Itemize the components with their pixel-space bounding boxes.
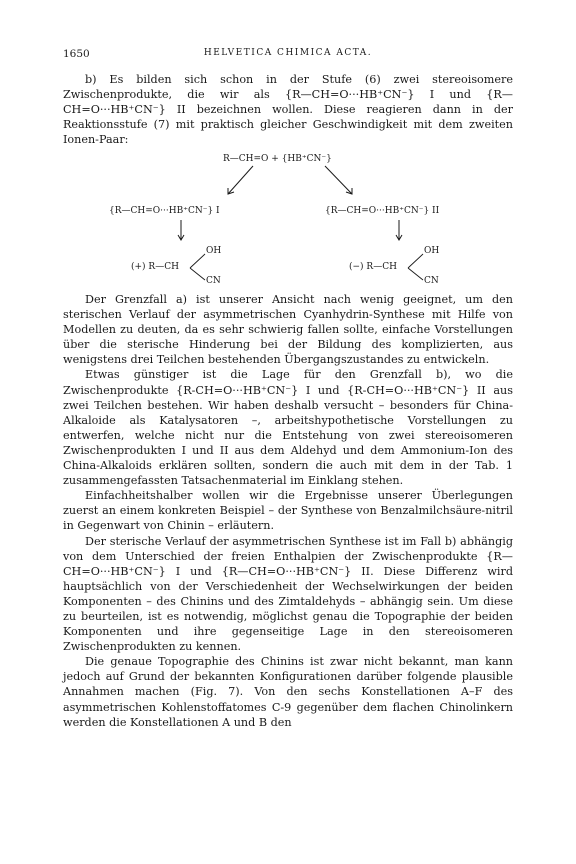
body-text-top: [63, 72, 513, 147]
page-header: [63, 48, 513, 64]
page-number: 1650: [63, 48, 90, 60]
paragraph: Die genaue Topographie des Chinins ist zwar nicht bekannt, man kann jedoch auf Grund der bekannten Konfigurationen darüber folgende plausible Annahmen machen (Fig. 7). Von den sechs Konstellationen A–F des asymmetrischen Kohlenstoffatomes C-9 gegenüber dem flachen Chinolinkern werden die Konstellationen A und B den: [63, 655, 513, 729]
scheme-cn-left: CN: [206, 276, 221, 286]
scheme-cn-right: CN: [424, 276, 439, 286]
paragraph: Der sterische Verlauf der asymmetrischen Synthese ist im Fall b) abhängig von dem Unterschied der freien Enthalpien der Zwischenprodukte {R—CH=O···HB⁺CN⁻} I und {R—CH=O···HB⁺CN⁻} II. Diese Differenz wird hauptsächlich von der Verschiedenheit der Wechselwirkungen der beiden Komponenten – des Chinins und des Zimtaldehyds – abhängig sein. Um diese zu beurteilen, ist es notwendig, möglichst genau die Topographie der beiden Komponenten und ihre gegenseitige Lage in den stereoisomeren Zwischenprodukten zu kennen.: [63, 534, 513, 654]
journal-title: HELVETICA CHIMICA ACTA.: [203, 48, 373, 58]
paragraph: Der Grenzfall a) ist unserer Ansicht nach wenig geeignet, um den sterischen Verlauf der asymmetrischen Cyanhydrin-Synthese mit Hilfe von Modellen zu deuten, da es sehr schwierig fallen sollte, einfache Vorstellungen über die sterische Hinderung bei der Bildung des komplizierten, aus wenigstens drei Teilchen bestehenden Übergangszustandes zu entwickeln.: [63, 293, 513, 367]
body-text-bottom: [63, 292, 513, 730]
scheme-product-plus: (+) R—CH: [131, 262, 179, 272]
paragraph: Einfachheitshalber wollen wir die Ergebnisse unserer Überlegungen zuerst an einem konkreten Beispiel – der Synthese von Benzalmilchsäure-nitril in Gegenwart von Chinin – erläutern.: [63, 489, 513, 533]
scheme-intermediate-i: {R—CH=O···HB⁺CN⁻} I: [109, 206, 220, 216]
paragraph: Etwas günstiger ist die Lage für den Grenzfall b), wo die Zwischenprodukte {R-CH=O···HB⁺CN⁻} I und {R-CH=O···HB⁺CN⁻} II aus zwei Teilchen bestehen. Wir haben deshalb versucht – besonders für China-Alkaloide als Katalysatoren –, arbeitshypothetische Vorstellungen zu entwerfen, welche nicht nur die Entstehung von zwei stereoisomeren Zwischenprodukten I und II aus dem Aldehyd und dem Ammonium-Ion des China-Alkaloids erklären sollten, sondern die auch mit dem in der Tab. 1 zusammengefassten Tatsachenmaterial im Einklang stehen.: [63, 368, 513, 488]
scheme-product-minus: (−) R—CH: [349, 262, 397, 272]
scheme-oh-left: OH: [206, 246, 222, 256]
scheme-intermediate-ii: {R—CH=O···HB⁺CN⁻} II: [325, 206, 440, 216]
reaction-scheme: [63, 148, 513, 288]
scheme-oh-right: OH: [424, 246, 440, 256]
scheme-reactants: R—CH=O + {HB⁺CN⁻}: [223, 154, 332, 164]
paragraph: b) Es bilden sich schon in der Stufe (6) zwei stereoisomere Zwischenprodukte, die wir als {R—CH=O···HB⁺CN⁻} I und {R—CH=O···HB⁺CN⁻} II bezeichnen wollen. Diese reagieren dann in der Reaktionsstufe (7) mit praktisch gleicher Geschwindigkeit mit dem zweiten Ionen-Paar:: [63, 73, 513, 147]
